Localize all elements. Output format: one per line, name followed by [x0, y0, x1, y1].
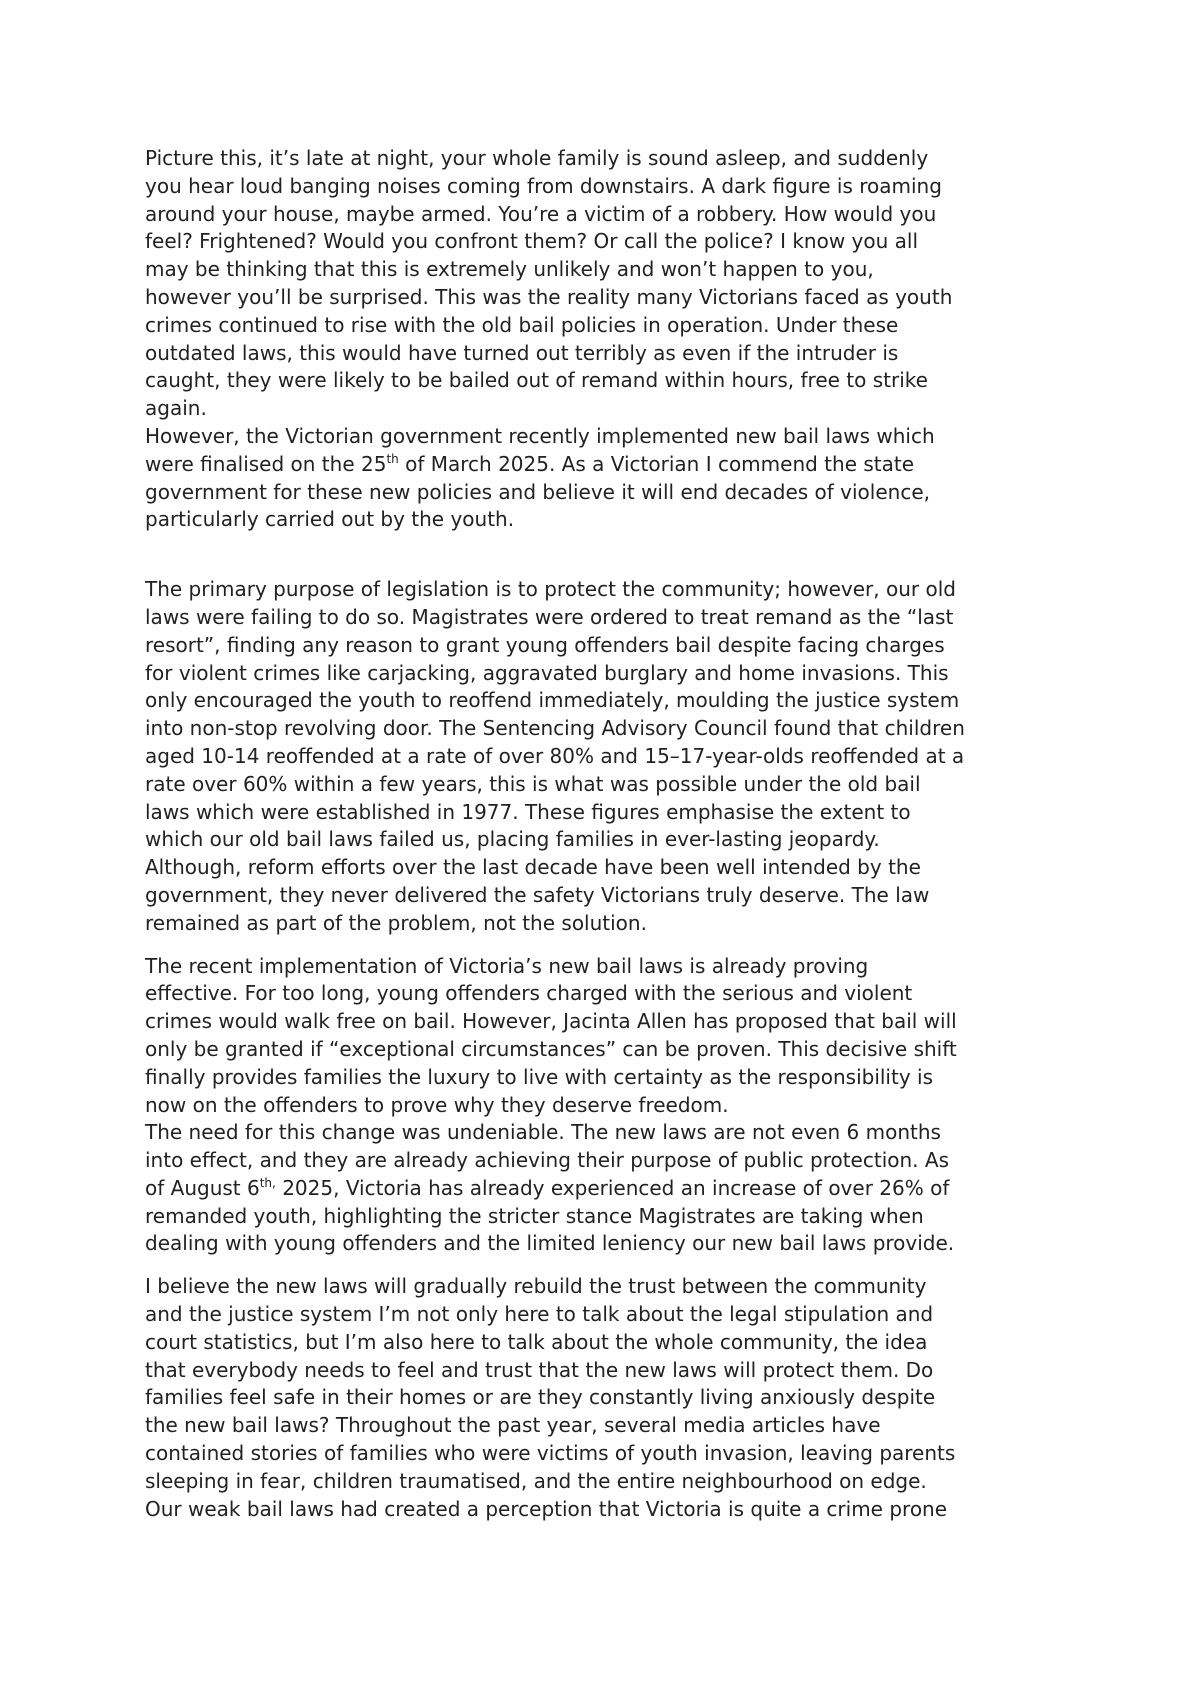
text-line: which our old bail laws failed us, placing families in ever-lasting jeopardy.: [145, 827, 880, 852]
text-line: finally provides families the luxury to live with certainty as the responsibility is: [145, 1064, 933, 1089]
text-line: rate over 60% within a few years, this is what was possible under the old bail: [145, 771, 921, 796]
text-line: you hear loud banging noises coming from downstairs. A dark figure is roaming: [145, 173, 942, 198]
text-line: Picture this, it’s late at night, your whole family is sound asleep, and suddenly: [145, 146, 929, 170]
ordinal-superscript: th,: [259, 1175, 276, 1190]
text-line: government, they never delivered the safety Victorians truly deserve. The law: [145, 882, 930, 907]
text-line: caught, they were likely to be bailed out of remand within hours, free to strike: [145, 368, 928, 393]
text-run: of August 6: [145, 1175, 260, 1200]
text-line: effective. For too long, young offenders charged with the serious and violent: [145, 981, 913, 1006]
text-line: dealing with young offenders and the limited leniency our new bail laws provide.: [145, 1231, 955, 1256]
text-line: particularly carried out by the youth.: [145, 507, 515, 532]
text-line: The primary purpose of legislation is to protect the community; however, our old: [145, 577, 956, 602]
text-line: crimes continued to rise with the old bail policies in operation. Under these: [145, 312, 899, 337]
text-line: may be thinking that this is extremely unlikely and won’t happen to you,: [145, 257, 874, 282]
text-line: that everybody needs to feel and trust that the new laws will protect them. Do: [145, 1357, 934, 1382]
text-line: into non-stop revolving door. The Sentencing Advisory Council found that children: [145, 716, 965, 741]
text-line: however you’ll be surprised. This was the reality many Victorians faced as youth: [145, 284, 953, 309]
text-line: [145, 451, 1075, 479]
text-line: contained stories of families who were victims of youth invasion, leaving parents: [145, 1441, 956, 1466]
text-line: remained as part of the problem, not the solution.: [145, 910, 647, 935]
text-run: 2025, Victoria has already experienced an increase of over 26% of: [275, 1175, 950, 1200]
text-line: again.: [145, 396, 207, 421]
text-line: crimes would walk free on bail. However, Jacinta Allen has proposed that bail will: [145, 1009, 957, 1034]
text-line: and the justice system I’m not only here to talk about the legal stipulation and: [145, 1302, 934, 1327]
paragraph-intro: [145, 145, 1075, 423]
text-line: feel? Frightened? Would you confront them? Or call the police? I know you all: [145, 229, 919, 254]
text-line: around your house, maybe armed. You’re a victim of a robbery. How would you: [145, 201, 937, 226]
text-line: Our weak bail laws had created a perception that Victoria is quite a crime prone: [145, 1496, 948, 1521]
text-line: for violent crimes like carjacking, aggravated burglary and home invasions. This: [145, 660, 949, 685]
text-line: outdated laws, this would have turned out terribly as even if the intruder is: [145, 340, 899, 365]
text-line: I believe the new laws will gradually rebuild the trust between the community: [145, 1274, 927, 1299]
ordinal-superscript: th: [386, 451, 399, 466]
paragraph-new-laws: [145, 953, 1075, 1120]
text-line: only encouraged the youth to reoffend immediately, moulding the justice system: [145, 688, 960, 713]
text-line: aged 10-14 reoffended at a rate of over 80% and 15–17-year-olds reoffended at a: [145, 743, 965, 768]
text-line: the new bail laws? Throughout the past year, several media articles have: [145, 1413, 881, 1438]
text-line: only be granted if “exceptional circumstances” can be proven. This decisive shift: [145, 1036, 957, 1061]
text-line: sleeping in fear, children traumatised, and the entire neighbourhood on edge.: [145, 1468, 927, 1493]
paragraph-thesis: [145, 423, 1075, 534]
text-line: The recent implementation of Victoria’s new bail laws is already proving: [145, 953, 869, 978]
document-body: [145, 145, 1075, 1523]
paragraph-need-for-change: [145, 1119, 1075, 1258]
paragraph-community-trust: [145, 1273, 1075, 1523]
paragraph-old-laws: [145, 576, 1075, 937]
text-line: Although, reform efforts over the last decade have been well intended by the: [145, 855, 921, 880]
text-line: resort”, finding any reason to grant young offenders bail despite facing charges: [145, 632, 945, 657]
text-line: laws were failing to do so. Magistrates were ordered to treat remand as the “last: [145, 604, 954, 629]
text-line: into effect, and they are already achieving their purpose of public protection. As: [145, 1148, 949, 1173]
text-line: [145, 1175, 1075, 1203]
paragraph-spacer: [145, 1258, 1075, 1273]
text-line: families feel safe in their homes or are they constantly living anxiously despite: [145, 1385, 936, 1410]
text-run: of March 2025. As a Victorian I commend the state: [398, 451, 915, 476]
text-line: court statistics, but I’m also here to talk about the whole community, the idea: [145, 1329, 928, 1354]
text-line: However, the Victorian government recently implemented new bail laws which: [145, 423, 935, 448]
paragraph-spacer: [145, 938, 1075, 953]
paragraph-spacer: [145, 534, 1075, 576]
text-line: The need for this change was undeniable. The new laws are not even 6 months: [145, 1120, 941, 1145]
text-line: remanded youth, highlighting the stricter stance Magistrates are taking when: [145, 1203, 924, 1228]
text-run: were finalised on the 25: [145, 451, 387, 476]
text-line: government for these new policies and believe it will end decades of violence,: [145, 479, 930, 504]
text-line: now on the offenders to prove why they deserve freedom.: [145, 1092, 729, 1117]
text-line: laws which were established in 1977. These figures emphasise the extent to: [145, 799, 911, 824]
